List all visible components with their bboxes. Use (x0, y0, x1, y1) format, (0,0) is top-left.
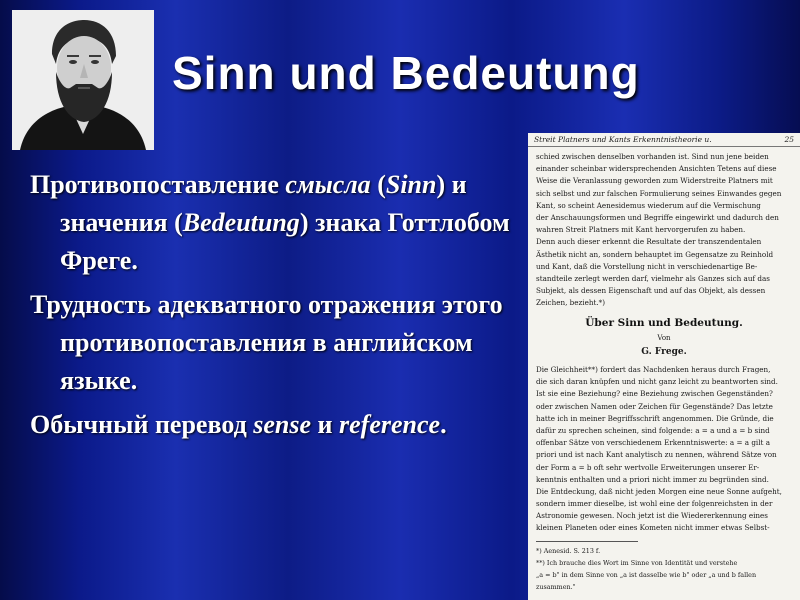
doc-line: sich selbst und zur falschen Formulierung seines Einwandes gegen (536, 188, 782, 198)
doc-line: Denn auch dieser erkennt die Resultate der transzendentalen (536, 237, 762, 247)
doc-body (528, 147, 800, 598)
doc-top-text (536, 151, 792, 309)
doc-line: offenbar Sätze von verschiedenem Erkenntniswerte: a = a gilt a (536, 438, 770, 448)
doc-line: der Form a = b oft sehr wertvolle Erweiterungen unserer Er- (536, 462, 760, 472)
doc-header-left: Streit Platners und Kants Erkenntnistheorie u. (534, 135, 712, 144)
doc-line: standteile zerlegt werden darf, vielmehr als Ganzes sich auf das (536, 273, 770, 283)
scanned-page-image (528, 133, 800, 600)
text-segment: Sinn (385, 170, 437, 199)
doc-line: die sich daran knüpfen und nicht ganz leicht zu beantworten sind. (536, 377, 778, 387)
text-segment: Противопоставление (30, 170, 286, 199)
doc-line: Zeichen, bezieht.*) (536, 298, 606, 308)
slide-title: Sinn und Bedeutung (172, 47, 640, 99)
doc-line: sondern immer dieselbe, ist wohl eine der folgenreichsten in der (536, 499, 773, 509)
doc-line: Weise die Veranlassung geworden zum Widerstreite Platners mit (536, 176, 773, 186)
doc-line: Die Entdeckung, daß nicht jeden Morgen eine neue Sonne aufgeht, (536, 486, 782, 496)
text-segment: и (311, 410, 339, 439)
paragraph-usual-translation (30, 406, 530, 444)
doc-line: Ästhetik nicht an, sondern behauptet im Gegensatze zu Reinhold (536, 249, 774, 259)
slide-body (30, 166, 530, 450)
paragraph-frege-distinction (30, 166, 530, 280)
doc-line: Subjekt, als dessen Eigenschaft und auf das Objekt, als dessen (536, 286, 766, 296)
doc-line: Ist sie eine Beziehung? eine Beziehung zwischen Gegenständen? (536, 389, 773, 399)
frege-portrait (12, 10, 154, 150)
text-segment: Обычный перевод (30, 410, 254, 439)
text-segment: sense (253, 410, 312, 439)
text-segment: Трудность адекватного отражения этого противопоставления в английском языке. (30, 290, 503, 395)
doc-line: „a = b" in dem Sinne von „a ist dasselbe wie b" oder „a und b fallen (536, 571, 757, 580)
doc-author: G. Frege. (641, 346, 687, 357)
doc-line: priori und ist nach Kant analytisch zu nennen, während Sätze von (536, 450, 777, 460)
doc-heading: Über Sinn und Bedeutung. (585, 317, 743, 330)
portrait-image (12, 10, 154, 150)
doc-line: dafür zu sprechen scheinen, sind folgende: a = a und a = b sind (536, 425, 770, 435)
paragraph-english-difficulty (30, 286, 530, 400)
doc-line: und Kant, daß die Vorstellung nicht in verschiedenartige Be- (536, 261, 758, 271)
doc-line: zusammen." (536, 583, 576, 592)
doc-line: einander scheinbar widersprechenden Ansichten Tetens auf diese (536, 164, 777, 174)
text-segment: ) и значения ( (60, 170, 467, 237)
doc-line: **) Ich brauche dies Wort im Sinne von Identität und verstehe (536, 558, 738, 567)
doc-line: Die Gleichheit**) fordert das Nachdenken heraus durch Fragen, (536, 365, 771, 375)
doc-line: der Anschauungsformen und Begriffe eingewirkt und dadurch den (536, 212, 779, 222)
doc-header (528, 133, 800, 147)
doc-line: wahren Streit Platners mit Kant hervorgerufen zu haben. (536, 225, 746, 235)
doc-line: hatte ich in meiner Begriffsschrift angenommen. Die Gründe, die (536, 413, 774, 423)
doc-page-number: 25 (784, 135, 794, 144)
doc-line: kleinen Planeten oder eines Kometen nicht immer etwas Selbst- (536, 523, 770, 533)
doc-line: Kant, so scheint Aenesidemus wiederum auf die Vermischung (536, 200, 761, 210)
text-segment: Bedeutung (182, 208, 300, 237)
text-segment: ( (370, 170, 386, 199)
doc-line: kenntnis enthalten und a priori nicht immer zu begründen sind. (536, 474, 769, 484)
text-segment: ) знака Готтлобом Фреге. (60, 208, 510, 275)
doc-subheading: Von (657, 333, 671, 342)
doc-line: schied zwischen denselben vorhanden ist. Sind nun jene beiden (536, 152, 769, 161)
doc-line: *) Aenesid. S. 213 f. (536, 546, 601, 555)
text-segment: смысла (285, 170, 371, 199)
doc-line: oder zwischen Namen oder Zeichen für Gegenstände? Das letzte (536, 401, 773, 411)
text-segment: . (440, 410, 447, 439)
doc-footnote-rule (536, 541, 638, 542)
text-segment: reference (339, 410, 441, 439)
doc-line: Astronomie gewesen. Noch jetzt ist die Wiedererkennung eines (536, 511, 768, 521)
doc-main-text (536, 364, 792, 535)
doc-footnotes (536, 546, 792, 595)
